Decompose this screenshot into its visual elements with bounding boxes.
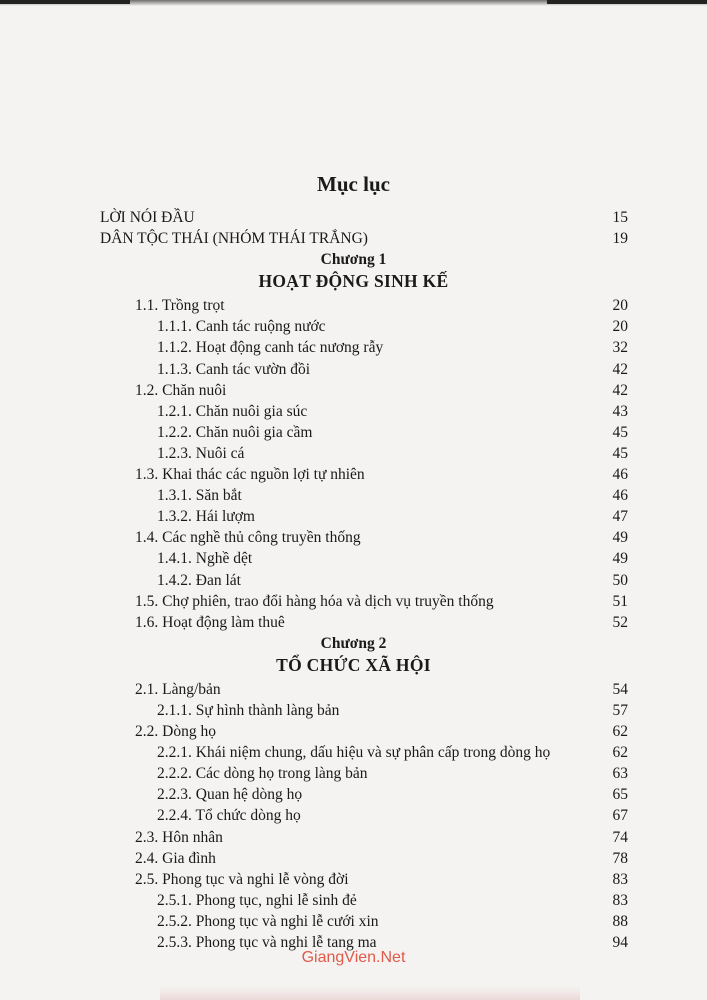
toc-entry-page-number: 62 — [612, 723, 628, 741]
toc-entry-label: 1.4. Các nghề thủ công truyền thống — [135, 529, 361, 547]
toc-entry-page-number: 65 — [612, 786, 628, 804]
toc-entry — [0, 742, 707, 763]
toc-entry-page-number: 78 — [612, 849, 628, 867]
toc-entry-page-number: 74 — [612, 828, 628, 846]
toc-entry — [0, 827, 707, 848]
toc-entry-label: 2.3. Hôn nhân — [135, 828, 223, 846]
toc-entry — [0, 443, 707, 464]
toc-entry-page-number: 63 — [612, 765, 628, 783]
toc-entry — [0, 570, 707, 591]
toc-entry-label: 2.5.3. Phong tục và nghi lễ tang ma — [157, 934, 377, 951]
toc-entry — [0, 612, 707, 633]
toc-entry-page-number: 88 — [612, 912, 628, 930]
chapter-number: Chương 2 — [320, 634, 387, 652]
toc-entry-page-number: 67 — [612, 807, 628, 825]
scan-edge-left — [0, 0, 130, 4]
toc-entry-page-number: 45 — [612, 423, 628, 441]
toc-entry-label: 1.3. Khai thác các nguồn lợi tự nhiên — [135, 466, 365, 484]
toc-entry — [0, 380, 707, 401]
scan-bottom-smudge — [160, 986, 580, 1000]
toc-entry-label: 1.1.3. Canh tác vườn đồi — [157, 360, 311, 378]
toc-entry-label: 1.4.2. Đan lát — [157, 571, 241, 589]
toc-entry-page-number: 62 — [612, 744, 628, 762]
toc-entry-page-number: 15 — [612, 209, 628, 226]
toc-entry-label: 1.1.2. Hoạt động canh tác nương rẫy — [157, 339, 384, 357]
toc-entry-page-number: 19 — [612, 230, 628, 248]
toc-entry-label: 1.2.2. Chăn nuôi gia cầm — [157, 423, 313, 441]
toc-entry-label: 1.2.3. Nuôi cá — [157, 444, 245, 462]
toc-entry-page-number: 57 — [612, 701, 628, 719]
toc-entry-page-number: 50 — [612, 571, 628, 589]
toc-entry-page-number: 52 — [612, 613, 628, 631]
toc-entry — [0, 911, 707, 932]
toc-entry — [0, 359, 707, 380]
toc-entry-page-number: 42 — [612, 360, 628, 378]
toc-entry-page-number: 20 — [612, 297, 628, 315]
toc-entry — [0, 464, 707, 485]
toc-entry-label: 1.4.1. Nghề dệt — [157, 550, 253, 568]
toc-entry-label: 1.5. Chợ phiên, trao đổi hàng hóa và dịch vụ truyền thống — [135, 592, 494, 610]
toc-entry-page-number: 54 — [612, 680, 628, 698]
toc-entry-label: 1.2. Chăn nuôi — [135, 381, 227, 399]
toc-entry-label: 1.6. Hoạt động làm thuê — [135, 613, 285, 631]
toc-entry-label: 2.2.1. Khái niệm chung, dấu hiệu và sự phân cấp trong dòng họ — [157, 744, 551, 762]
toc-entry — [0, 401, 707, 422]
toc-entry-page-number: 49 — [612, 550, 628, 568]
toc-entry-label: 2.2.4. Tổ chức dòng họ — [157, 807, 301, 825]
toc-entry-label: 2.2. Dòng họ — [135, 723, 216, 741]
toc-entry-label: 1.3.2. Hái lượm — [157, 508, 255, 526]
toc-entry — [0, 548, 707, 569]
toc-entry — [0, 721, 707, 742]
toc-entry — [0, 295, 707, 316]
scan-edge-right — [547, 0, 707, 4]
toc-entry — [0, 805, 707, 826]
toc-entry — [0, 506, 707, 527]
toc-entry — [0, 763, 707, 784]
toc-entry — [0, 591, 707, 612]
toc-entry-label: 1.1.1. Canh tác ruộng nước — [157, 318, 326, 336]
toc-entry — [0, 337, 707, 358]
toc-entry-page-number: 49 — [612, 529, 628, 547]
toc-entry-label: 2.2.2. Các dòng họ trong làng bản — [157, 765, 368, 783]
toc-entry-label: 2.2.3. Quan hệ dòng họ — [157, 786, 303, 804]
toc-entry-label: 2.5. Phong tục và nghi lễ vòng đời — [135, 870, 349, 888]
toc-entry-page-number: 43 — [612, 402, 628, 420]
toc-entry — [0, 228, 707, 249]
toc-entry-label: 2.4. Gia đình — [135, 849, 216, 867]
toc-entry-label: 2.5.2. Phong tục và nghi lễ cưới xin — [157, 912, 379, 930]
toc-entry-page-number: 94 — [612, 934, 628, 951]
table-of-contents — [0, 207, 707, 953]
toc-entry — [0, 422, 707, 443]
toc-entry-page-number: 20 — [612, 318, 628, 336]
toc-entry — [0, 527, 707, 548]
toc-entry-label: 2.1. Làng/bản — [135, 680, 221, 698]
toc-entry-label: 2.5.1. Phong tục, nghi lễ sinh đẻ — [157, 891, 357, 909]
toc-entry-page-number: 42 — [612, 381, 628, 399]
toc-entry — [0, 679, 707, 700]
watermark-text: GiangVien.Net — [301, 949, 406, 966]
toc-entry — [0, 485, 707, 506]
chapter-title: TỔ CHỨC XÃ HỘI — [276, 654, 431, 675]
toc-entry — [0, 207, 707, 228]
toc-entry-page-number: 32 — [612, 339, 628, 357]
page-title: Mục lục — [317, 172, 390, 196]
toc-entry-label: 1.3.1. Săn bắt — [157, 487, 242, 505]
toc-entry-label: 1.1. Trồng trọt — [135, 297, 225, 315]
toc-entry-page-number: 46 — [612, 466, 628, 484]
toc-entry-label: 2.1.1. Sự hình thành làng bản — [157, 701, 340, 719]
toc-entry-page-number: 47 — [612, 508, 628, 526]
toc-entry — [0, 890, 707, 911]
toc-entry — [0, 700, 707, 721]
toc-entry — [0, 316, 707, 337]
toc-entry — [0, 869, 707, 890]
chapter-title: HOẠT ĐỘNG SINH KẾ — [258, 271, 449, 292]
chapter-number: Chương 1 — [320, 251, 387, 269]
toc-entry-page-number: 45 — [612, 444, 628, 462]
toc-entry-label: DÂN TỘC THÁI (NHÓM THÁI TRẮNG) — [100, 230, 368, 248]
toc-entry-label: 1.2.1. Chăn nuôi gia súc — [157, 402, 308, 420]
toc-entry — [0, 848, 707, 869]
toc-entry-page-number: 83 — [612, 870, 628, 888]
toc-entry-label: LỜI NÓI ĐẦU — [100, 209, 195, 226]
toc-entry-page-number: 46 — [612, 487, 628, 505]
toc-entry-page-number: 51 — [612, 592, 628, 610]
toc-entry — [0, 784, 707, 805]
toc-entry-page-number: 83 — [612, 891, 628, 909]
